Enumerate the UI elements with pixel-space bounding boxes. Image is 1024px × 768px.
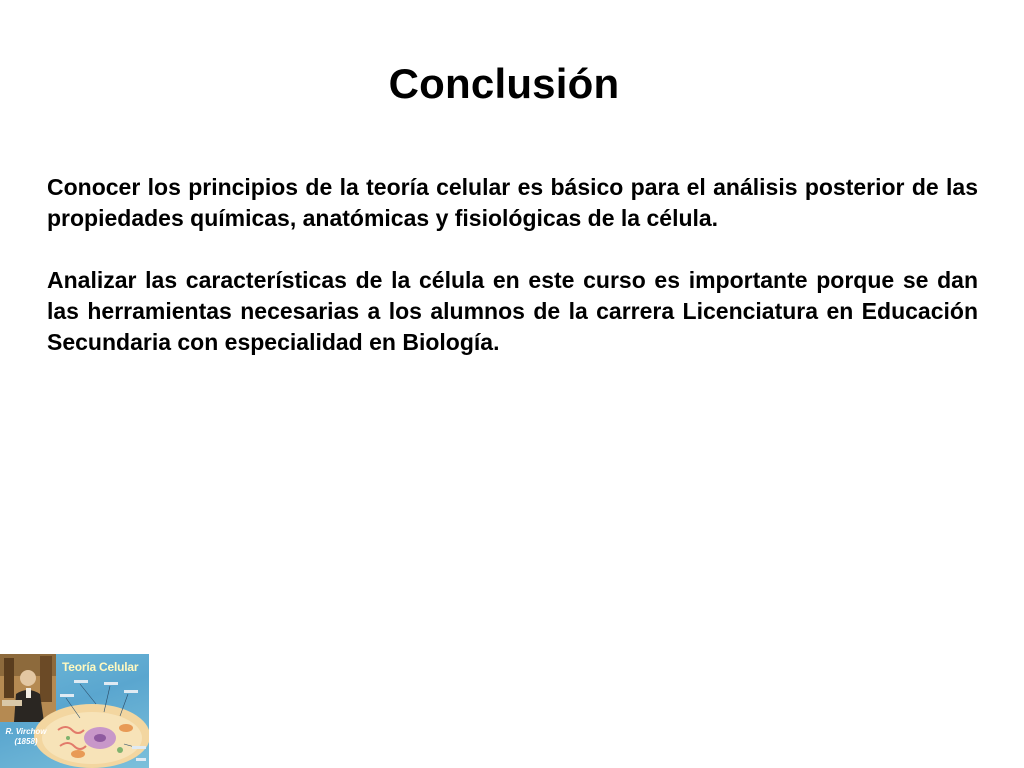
cell-theory-thumbnail: [0, 654, 149, 768]
paragraph-2: Analizar las características de la célula en este curso es importante porque se dan las herramientas necesarias a los alumnos de la carrera Licenciatura en Educación Secundaria con especialidad en Biología.: [47, 267, 978, 355]
thumbnail-caption: [4, 727, 48, 747]
thumbnail-caption-name: R. Virchow: [5, 727, 47, 736]
thumbnail-title: Teoría Celular: [62, 660, 139, 674]
thumbnail-caption-year: (1858): [14, 737, 38, 746]
slide-body: [47, 172, 978, 389]
paragraph-1: Conocer los principios de la teoría celular es básico para el análisis posterior de las propiedades químicas, anatómicas y fisiológicas de la célula.: [47, 174, 978, 231]
slide-title: Conclusión: [388, 60, 620, 107]
